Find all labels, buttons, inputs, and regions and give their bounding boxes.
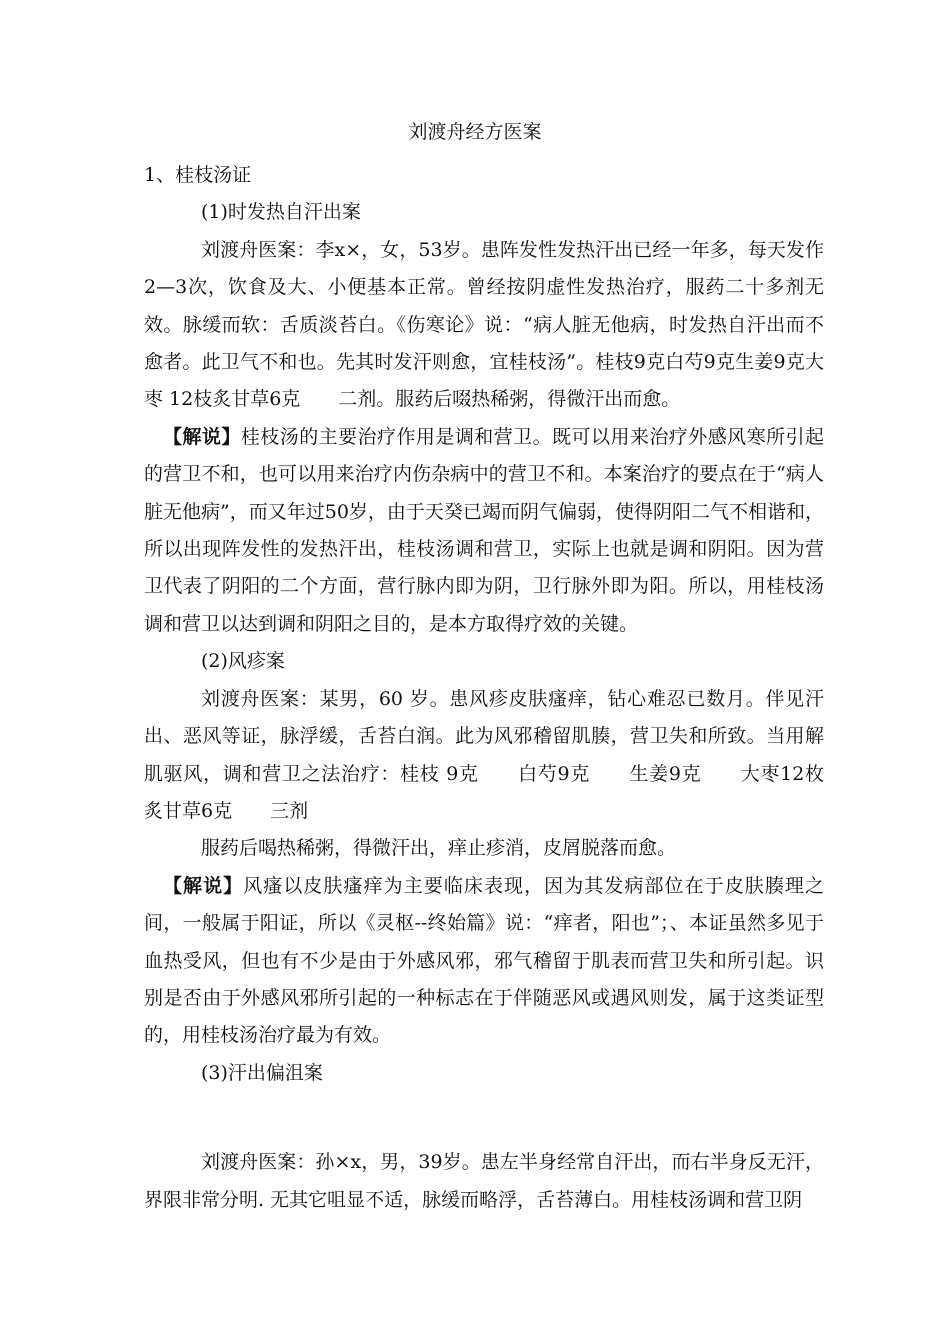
spacer — [144, 1092, 824, 1144]
note-label: 【解说】 — [163, 874, 244, 897]
case-2-heading: (2)风疹案 — [201, 650, 285, 673]
note-label: 【解说】 — [163, 425, 241, 448]
case-2-record-continued: 服药后喝热稀粥，得微汗出，痒止疹消，皮屑脱落而愈。 — [201, 837, 677, 860]
case-1-heading: (1)时发热自汗出案 — [201, 201, 361, 224]
note-text: 桂枝汤的主要治疗作用是调和营卫。既可以用来治疗外感风寒所引起的营卫不和，也可以用来治疗内伤杂病中的营卫不和。本案治疗的要点在于“病人脏无他病”，而又年过50岁，由于天癸已竭而阴气偏弱，使得阴阳二气不相谐和，所以出现阵发性的发热汗出，桂枝汤调和营卫，实际上也就是调和阴阳。因为营卫代表了阴阳的二个方面，营行脉内即为阴，卫行脉外即为阳。所以，用桂枝汤调和营卫以达到调和阴阳之目的，是本方取得疗效的关键。 — [144, 425, 824, 635]
case-3-record: 刘渡舟医案：孙×x，男，39岁。患左半身经常自汗出，而右半身反无汗，界限非常分明. 无其它咀显不适，脉缓而略浮，舌苔薄白。用桂枝汤调和营卫阴 — [144, 1151, 824, 1211]
document-body — [144, 157, 863, 1219]
case-1-record: 刘渡舟医案：李x×，女，53岁。患阵发性发热汗出已经一年多，每天发作2—3次，饮食及大、小便基本正常。曾经按阴虚性发热治疗，服药二十多剂无效。脉缓而软：舌质淡苔白。《伤寒论》说：“病人脏无他病，时发热自汗出而不愈者。此卫气不和也。先其时发汗则愈，宜桂枝汤”。桂枝9克白芍9克生姜9克大枣 12枝炙甘草6克 二剂。服药后啜热稀粥，得微汗出而愈。 — [144, 238, 824, 411]
section-heading: 1、桂枝汤证 — [144, 164, 252, 186]
note-text: 风瘙以皮肤瘙痒为主要临床表现，因为其发病部位在于皮肤腠理之间，一般属于阳证，所以《灵枢--终始篇》说：“痒者，阳也”；、本证虽然多见于血热受风，但也有不少是由于外感风邪，邪气稽留于肌表而营卫失和所引起。识别是否由于外感风邪所引起的一种标志在于伴随恶风或遇风则发，属于这类证型的，用桂枝汤治疗最为有效。 — [144, 874, 824, 1047]
case-1-note — [144, 419, 824, 643]
case-2-note — [144, 868, 824, 1055]
document-title: 刘渡舟经方医案 — [408, 121, 542, 143]
case-3-heading: (3)汗出偏沮案 — [201, 1061, 323, 1084]
case-2-record: 刘渡舟医案：某男，60 岁。患风疹皮肤瘙痒，钻心难忍已数月。伴见汗出、恶风等证，脉浮缓，舌苔白润。此为风邪稽留肌腠，营卫失和所致。当用解肌驱风，调和营卫之法治疗：桂枝 9克 白芍9克 生姜9克 大枣12枚 炙甘草6克 三剂 — [144, 687, 863, 822]
